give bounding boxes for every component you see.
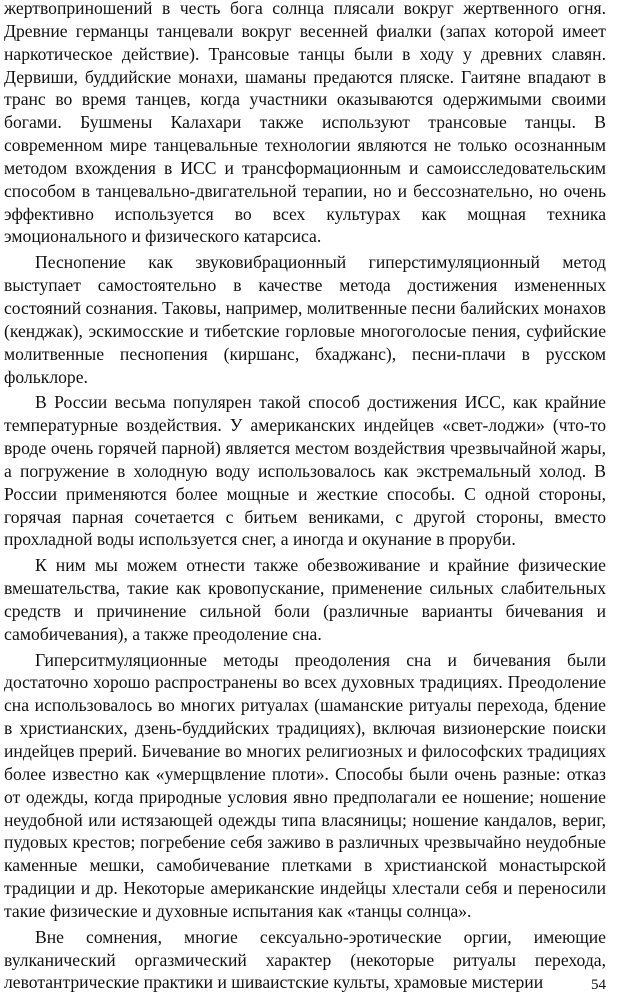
page-number: 54: [591, 977, 606, 993]
paragraph-sleep-deprivation: Гиперситмуляционные методы преодоления сна и бичевания были достаточно хорошо распространены во всех духовных традициях. Преодоление сна использовалось во многих ритуалах (шаманские ритуалы перехода, бдение в христианских, дзень-буддийских традициях), включая визионерские поиски индейцев прерий. Бичевание во многих религиозных и философских традициях более известно как «умерщвление плоти». Способы были очень разные: отказ от одежды, когда природные условия явно предполагали ее ношение; ношение неудобной или истязающей одежды типа власяницы; ношение кандалов, вериг, пудовых крестов; погребение себя заживо в различных чрезвычайно неудобные каменные мешки, самобичевание плетками в христианской монастырской традиции и др. Некоторые американские индейцы хлестали себя и переносили такие физические и духовные испытания как «танцы солнца».: [4, 649, 606, 921]
paragraph-physical-interventions: К ним мы можем отнести также обезвоживание и крайние физические вмешательства, такие как кровопускание, применение сильных слабительных средств и причинение сильной боли (различные варианты бичевания и самобичевания), а также преодоление сна.: [4, 555, 606, 644]
paragraph-temperature: В России весьма популярен такой способ достижения ИСС, как крайние температурные воздействия. У американских индейцев «свет-лоджи» (что-то вроде очень горячей парной) является местом воздействия чрезвычайной жары, а погружение в холодную воду использовалось как экстремальный холод. В России применяются более мощные и жесткие способы. С одной стороны, горячая парная сочетается с битьем вениками, с другой стороны, вместо прохладной воды используется снег, а иногда и окунание в проруби.: [4, 392, 606, 550]
paragraph-chanting: Песнопение как звуковибрационный гиперстимуляционный метод выступает самостоятельно в качестве метода достижения измененных состояний сознания. Таковы, например, молитвенные песни балийских монахов (кенджак), эскимосские и тибетские горловые многоголосые пения, суфийские молитвенные песнопения (киршанс, бхаджанс), песни-плачи в русском фольклоре.: [4, 252, 606, 387]
paragraph-continuation: жертвоприношений в честь бога солнца плясали вокруг жертвенного огня. Древние германцы танцевали вокруг весенней фиалки (запах которой имеет наркотическое действие). Трансовые танцы были в ходу у древних славян. Дервиши, буддийские монахи, шаманы предаются пляске. Гаитяне впадают в транс во время танцев, когда участники оказываются одержимыми своими богами. Бушмены Калахари также используют трансовые танцы. В современном мире танцевальные технологии являются не только осознанным методом вхождения в ИСС и трансформационным и самоисследовательским способом в танцевально-двигательной терапии, но и бессознательно, но очень эффективно используется во всех культурах как мощная техника эмоционального и физического катарсиса.: [4, 0, 606, 247]
paragraph-orgies: Вне сомнения, многие сексуально-эротические оргии, имеющие вулканический оргазмический характер (некоторые ритуалы перехода, левотантрические практики и шиваистские культы, храмовые мистерии: [4, 926, 606, 993]
